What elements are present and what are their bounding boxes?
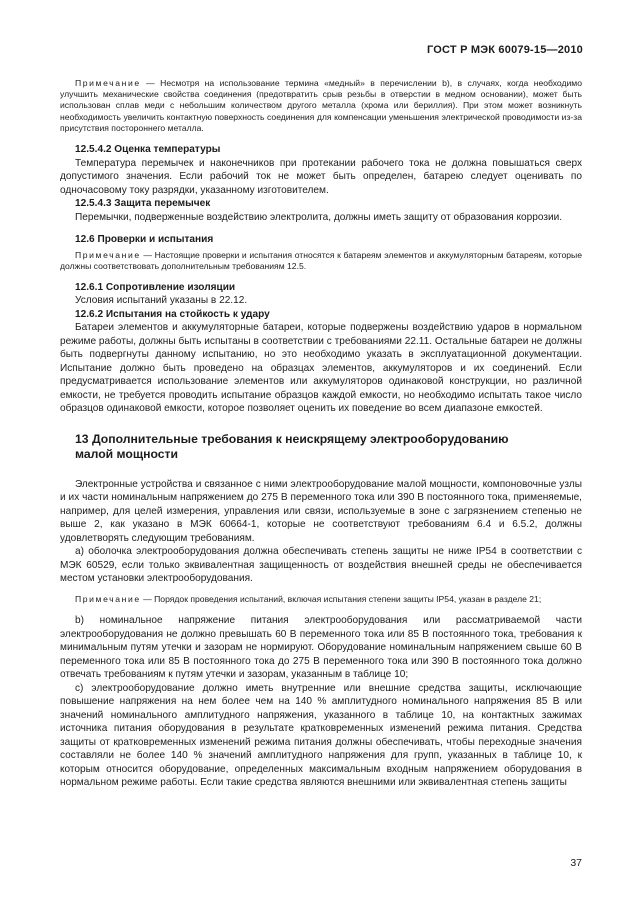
para-insulation: Условия испытаний указаны в 22.12. bbox=[75, 295, 248, 307]
para-item-c: c) электрооборудование должно иметь внутренние или внешние средства защиты, исключающие повышение напряжения на нем более чем на 140 % амплитудного номинального напряжения 85 В или значений номинального амплитудного напряжения, указанного в таблице 10, на контактных зажимах источника питания оборудования в результате кратковременных изменений режима питания. Средства защиты от кратковременных изменений режима питания должны обеспечивать, чтобы переходные значения составляли не более 140 % значений амплитудного напряжения для групп, указанных в таблице 10, к которым относится оборудование, определенных максимальным входным напряжением оборудования в нормальном режиме работы. Если такие средства являются внешними или эквивалентная степень защиты bbox=[60, 682, 582, 789]
heading-12-6-2: 12.6.2 Испытания на стойкость к удару bbox=[75, 308, 270, 320]
section-13-title: 13 Дополнительные требования к неискрящему электрооборудованию малой мощности bbox=[75, 431, 509, 461]
para-item-a: a) оболочка электрооборудования должна обеспечивать степень защиты не ниже IP54 в соответствии с МЭК 60529, если только эквивалентная защищенность от воздействия внешней среды не обеспечивается местом установки электрооборудования. bbox=[60, 546, 582, 585]
para-item-b: b) номинальное напряжение питания электрооборудования или рассматриваемой части электрооборудования не должно превышать 60 В переменного тока или 85 В постоянного тока, требования к минимальным путям утечки и зазорам не нормируют. Оборудование номинальным напряжением свыше 60 В переменного тока или 85 В постоянного тока до 275 В переменного тока или 390 В постоянного тока должно отвечать требованиям к путям утечки и зазорам, указанным в таблице 10; bbox=[60, 615, 582, 681]
para-temperature: Температура перемычек и наконечников при протекании рабочего тока не должна повышаться сверх допустимого значения. Если рабочий ток не может быть определен, батарею следует оценивать по одночасовому току разрядки, указанному изготовителем. bbox=[60, 157, 582, 196]
page-number: 37 bbox=[570, 857, 582, 869]
note-label: Примечание bbox=[75, 78, 141, 88]
note-copper: Примечание — Несмотря на использование термина «медный» в перечислении b), в случаях, когда необходимо улучшить механические свойства соединения (предотвратить срыв резьбы в отверстии в медном основании), может быть использован сплав меди с небольшим количеством другого металла (хрома или бериллия). При этом может возникнуть необходимость увеличить контактную поверхность соединения для компенсации уменьшения электрической проводимости из-за присутствия постороннего металла. bbox=[60, 78, 582, 133]
para-impact: Батареи элементов и аккумуляторные батареи, которые подвержены воздействию ударов в нормальном режиме работы, должны быть испытаны в соответствии с требованиями 22.11. Остальные батареи не должны быть подвергнуты данному испытанию, но это необходимо указать в эксплуатационной документации. Испытание должно быть проведено на образцах элементов, аккумуляторов и их соединений. Если предусматривается использование элементов или аккумуляторов одинаковой конструкции, но различной емкости, не требуется проводить испытание образцов каждой емкости, но необходимо испытать такое число образцов одинаковой емкости, которое позволяет оценить их поведение во всем диапазоне емкостей. bbox=[60, 322, 582, 415]
note-label: Примечание bbox=[75, 593, 141, 604]
heading-12-6: 12.6 Проверки и испытания bbox=[75, 234, 214, 246]
note-tests: Примечание — Настоящие проверки и испытания относятся к батареям элементов и аккумуляторным батареям, которые должны соответствовать дополнительным требованиям 12.5. bbox=[60, 249, 582, 271]
page-content bbox=[60, 78, 582, 790]
heading-12-6-1: 12.6.1 Сопротивление изоляции bbox=[75, 281, 236, 293]
heading-12-5-4-2: 12.5.4.2 Оценка температуры bbox=[75, 144, 221, 156]
note-label: Примечание bbox=[75, 249, 141, 260]
para-protection: Перемычки, подверженные воздействию электролита, должны иметь защиту от образования коррозии. bbox=[75, 211, 563, 223]
note-ip54: Примечание — Порядок проведения испытаний, включая испытания степени защиты IP54, указан в разделе 21; bbox=[75, 593, 542, 604]
para-electronic-devices: Электронные устройства и связанное с ними электрооборудование малой мощности, компоновочные узлы и их части номинальным напряжением до 275 В переменного тока или 390 В постоянного тока, применяемые, например, для целей измерения, управления или связи, используемые в зоне с загрязнением степенью не выше 2, как указано в МЭК 60664-1, которые не соответствуют требованиям 6.4 и 6.5.2, должны удовлетворять следующим требованиям. bbox=[60, 478, 582, 544]
standard-header: ГОСТ Р МЭК 60079-15—2010 bbox=[426, 44, 583, 56]
heading-12-5-4-3: 12.5.4.3 Защита перемычек bbox=[75, 198, 211, 210]
